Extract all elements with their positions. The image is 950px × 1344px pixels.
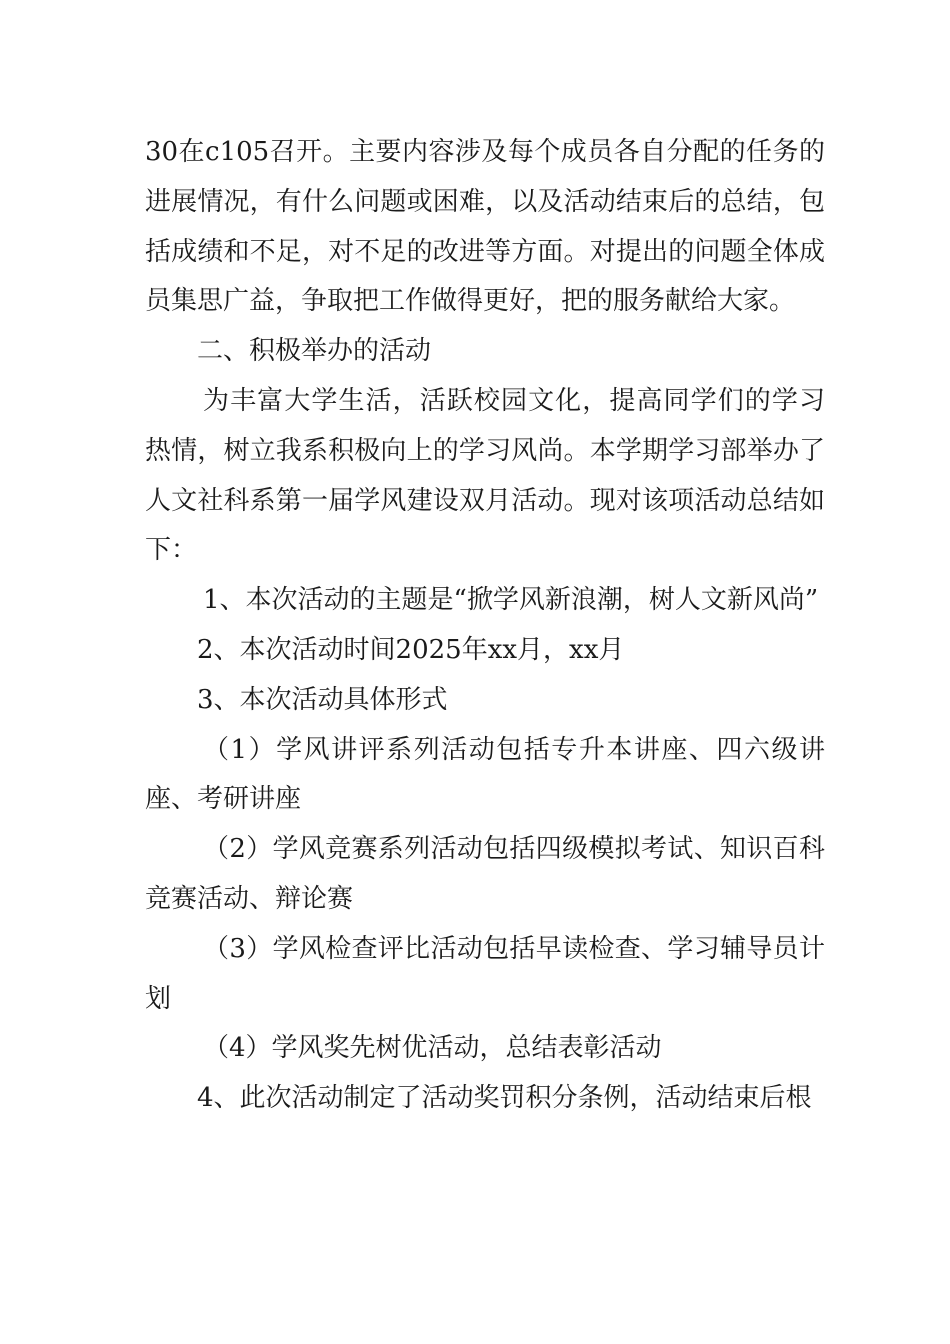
sub-item-lectures: （1）学风讲评系列活动包括专升本讲座、四六级讲座、考研讲座 — [145, 734, 825, 815]
section-heading-activities: 二、积极举办的活动 — [197, 336, 432, 367]
list-item-theme: 1、本次活动的主题是“掀学风新浪潮，树人文新风尚” — [203, 585, 819, 616]
sub-item-awards: （4）学风奖先树优活动，总结表彰活动 — [203, 1033, 662, 1064]
sub-item-inspections: （3）学风检查评比活动包括早读检查、学习辅导员计划 — [145, 933, 825, 1014]
sub-item-competitions: （2）学风竞赛系列活动包括四级模拟考试、知识百科竞赛活动、辩论赛 — [145, 834, 825, 914]
list-item-format: 3、本次活动具体形式 — [197, 684, 448, 715]
list-item-rules: 4、此次活动制定了活动奖罚积分条例，活动结束后根 — [197, 1083, 812, 1114]
paragraph-activity-intro: 为丰富大学生活，活跃校园文化，提高同学们的学习热情，树立我系积极向上的学习风尚。本学期学习部举办了人文社科系第一届学风建设双月活动。现对该项活动总结如下： — [145, 385, 825, 566]
paragraph-meeting-summary: 30在c105召开。主要内容涉及每个成员各自分配的任务的进展情况，有什么问题或困难，以及活动结束后的总结，包括成绩和不足，对不足的改进等方面。对提出的问题全体成员集思广益，争取把工作做得更好，把的服务献给大家。 — [145, 137, 825, 317]
list-item-time: 2、本次活动时间2025年xx月，xx月 — [197, 634, 625, 665]
document-body — [145, 128, 825, 1124]
